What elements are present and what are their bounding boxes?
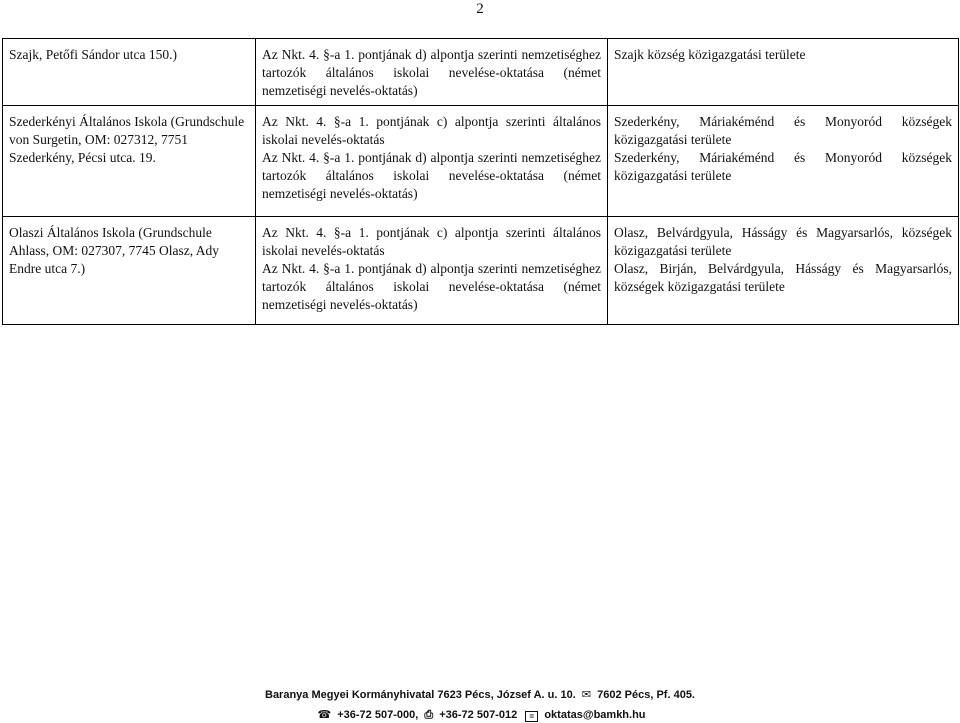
area-cell xyxy=(608,106,959,217)
task-entry: Az Nkt. 4. §-a 1. pontjának d) alpontja szerinti nemzetiséghez tartozók általános iskolai nevelése-oktatása (német nemzetiségi nevelés-oktatás) xyxy=(262,47,601,98)
table-row xyxy=(3,39,959,106)
page-number: 2 xyxy=(476,1,484,17)
footer-email: oktatas@bamkh.hu xyxy=(544,709,646,721)
phone-icon: ☎ xyxy=(317,709,332,721)
footer-fax: +36-72 507-012 xyxy=(439,709,518,721)
task-entry: Az Nkt. 4. §-a 1. pontjának c) alpontja szerinti általános iskolai nevelés-oktatás xyxy=(262,225,601,258)
area-cell xyxy=(608,39,959,106)
footer-contact-line xyxy=(0,708,960,722)
area-cell xyxy=(608,217,959,325)
table-row xyxy=(3,106,959,217)
task-cell xyxy=(256,217,608,325)
task-entry: Az Nkt. 4. §-a 1. pontjának d) alpontja szerinti nemzetiséghez tartozók általános iskolai nevelése-oktatása (német nemzetiségi nevelés-oktatás) xyxy=(262,261,601,312)
table-row xyxy=(3,217,959,325)
task-cell xyxy=(256,39,608,106)
task-cell xyxy=(256,106,608,217)
institution-cell: Olaszi Általános Iskola (Grundschule Ahlass, OM: 027307, 7745 Olasz, Ady Endre utca 7.) xyxy=(3,217,256,325)
institution-cell: Szederkényi Általános Iskola (Grundschule von Surgetin, OM: 027312, 7751 Szederkény, Pécsi utca. 19. xyxy=(3,106,256,217)
area-entry: Szederkény, Máriakéménd és Monyoród községek közigazgatási területe xyxy=(614,150,952,183)
footer-pobox: 7602 Pécs, Pf. 405. xyxy=(597,689,695,701)
footer-address: Baranya Megyei Kormányhivatal 7623 Pécs, József A. u. 10. xyxy=(265,689,576,701)
footer-address-line xyxy=(0,688,960,701)
email-icon: = xyxy=(525,711,538,722)
task-entry: Az Nkt. 4. §-a 1. pontjának d) alpontja szerinti nemzetiséghez tartozók általános iskolai nevelése-oktatása (német nemzetiségi nevelés-oktatás) xyxy=(262,150,601,201)
area-entry: Szajk község közigazgatási területe xyxy=(614,47,806,62)
footer-phone: +36-72 507-000, xyxy=(337,709,419,721)
area-entry: Szederkény, Máriakéménd és Monyoród községek közigazgatási területe xyxy=(614,114,952,147)
task-entry: Az Nkt. 4. §-a 1. pontjának c) alpontja szerinti általános iskolai nevelés-oktatás xyxy=(262,114,601,147)
mailbox-icon: ✉ xyxy=(581,689,592,701)
assignment-table xyxy=(2,38,959,325)
area-entry: Olasz, Birján, Belvárdgyula, Hásságy és Magyarsarlós, községek közigazgatási területe xyxy=(614,261,952,294)
institution-cell: Szajk, Petőfi Sándor utca 150.) xyxy=(3,39,256,106)
fax-icon: ⎙ xyxy=(424,709,434,721)
area-entry: Olasz, Belvárdgyula, Hásságy és Magyarsarlós, községek közigazgatási területe xyxy=(614,225,952,258)
